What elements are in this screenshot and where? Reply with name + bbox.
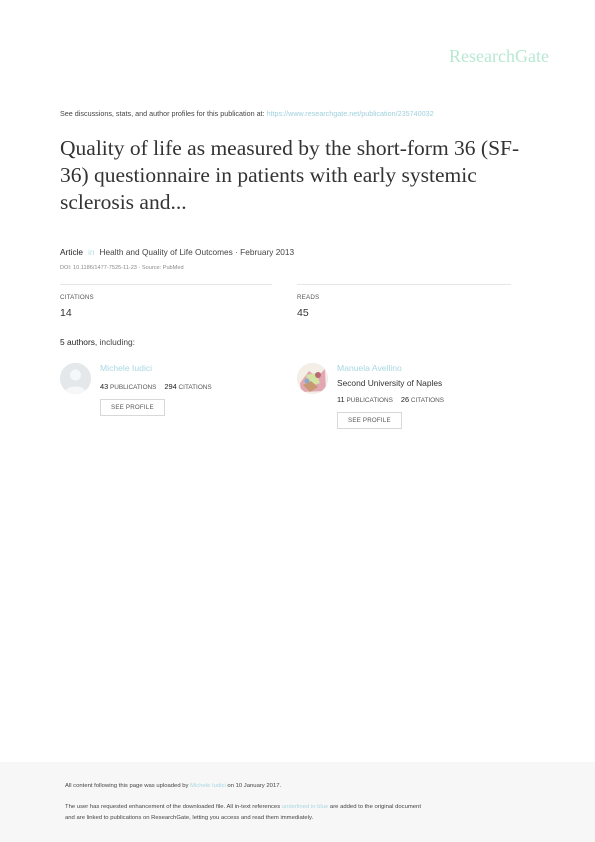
default-avatar-icon [60,363,91,394]
author-affiliation[interactable]: Second University of Naples [337,378,443,388]
reads-stat [297,284,511,319]
doi-line: DOI: 10.1186/1477-7525-11-23 · Source: PubMed [60,265,184,271]
see-profile-button[interactable]: SEE PROFILE [337,412,402,429]
author-counts [100,382,212,391]
notice-prefix: The user has requested enhancement of the downloaded file. All in-text references [65,804,282,810]
researchgate-logo[interactable]: ResearchGate [449,46,549,66]
authors-heading [60,337,135,347]
see-profile-button[interactable]: SEE PROFILE [100,399,165,416]
citations-label: CITATIONS [60,294,94,301]
journal-venue[interactable]: Health and Quality of Life Outcomes · February 2013 [99,247,295,257]
citations-label: CITATIONS [178,384,212,391]
citations-label: CITATIONS [410,397,445,404]
publications-count: 11 [337,395,345,404]
publication-title: Quality of life as measured by the short-form 36 (SF-36) questionnaire in patients with early systemic sclerosis and... [60,136,520,214]
intro-text: See discussions, stats, and author profiles for this publication at: [60,109,267,118]
authors-heading-suffix: , including: [94,337,135,347]
citations-stat [60,284,272,319]
notice-link: underlined in blue [281,804,329,810]
notice-suffix: are added to the original document [328,804,421,810]
publication-link-line [60,109,434,118]
authors-count: 5 authors [60,337,95,347]
citations-count: 26 [400,395,410,404]
publication-url-link[interactable]: https://www.researchgate.net/publication/235740032 [266,109,434,118]
author-counts [337,395,444,404]
enhancement-notice [65,802,421,824]
uploader-link[interactable]: Michele Iudici [190,783,226,789]
citations-count: 294 [164,382,177,391]
notice-line-2: and are linked to publications on ResearchGate, letting you access and read them immediately. [65,815,314,821]
reads-value: 45 [297,307,309,319]
citations-value: 14 [60,307,72,319]
avatar[interactable] [60,363,91,394]
author-name[interactable]: Michele Iudici [100,363,153,373]
upload-prefix: All content following this page was uploaded by [65,783,191,789]
publications-label: PUBLICATIONS [346,397,393,404]
upload-suffix: on 10 January 2017. [225,783,282,789]
article-type: Article [60,247,84,257]
publication-meta [60,247,294,257]
publications-label: PUBLICATIONS [110,384,157,391]
upload-note [65,783,281,789]
publications-count: 43 [100,382,109,391]
author-photo-icon [297,363,328,394]
meta-separator: in [88,247,95,257]
author-name[interactable]: Manuela Avellino [337,363,402,373]
avatar[interactable] [297,363,328,394]
footer [0,762,595,842]
reads-label: READS [297,294,320,301]
